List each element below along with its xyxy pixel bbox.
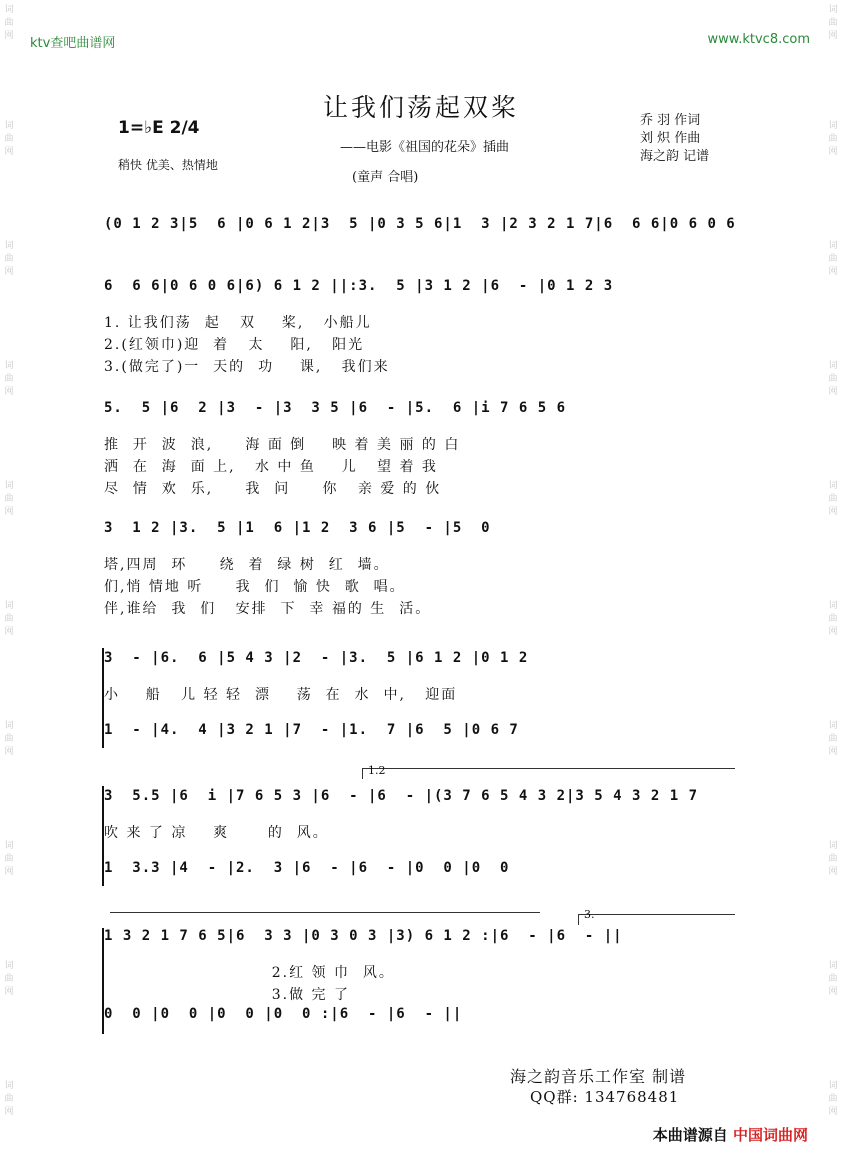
lyric-line: 3.做 完 了: [104, 987, 350, 1003]
watermark-right: 词曲网: [828, 121, 838, 157]
lyric-line: 伴,谁给 我 们 安排 下 幸 福的 生 活。: [104, 601, 432, 617]
watermark-left: 词曲网: [4, 601, 14, 637]
source-site-link[interactable]: 中国词曲网: [732, 1126, 808, 1144]
watermark-left: 词曲网: [4, 121, 14, 157]
lyric-line: 塔,四周 环 绕 着 绿 树 红 墙。: [104, 557, 390, 573]
watermark-right: 词曲网: [828, 721, 838, 757]
score-row: [104, 400, 740, 430]
site-name-left[interactable]: ktv查吧曲谱网: [30, 36, 116, 51]
transcriber-credit: 海之韵 记谱: [640, 149, 710, 164]
lyric-line: 吹 来 了 凉 爽 的 风。: [104, 825, 329, 841]
song-title: 让我们荡起双桨: [322, 93, 519, 122]
watermark-right: 词曲网: [828, 481, 838, 517]
note-line: 1 3 2 1 7 6 5|6 3 3 |0 3 0 3 |3) 6 1 2 :|6 - |6 - ||: [104, 928, 623, 944]
watermark-left: 词曲网: [4, 961, 14, 997]
watermark-right: 词曲网: [828, 841, 838, 877]
note-line: 0 0 |0 0 |0 0 |0 0 :|6 - |6 - ||: [104, 1006, 463, 1022]
system-bracket: [102, 786, 104, 886]
score-row: [104, 520, 740, 550]
qq-group: QQ群: 134768481: [530, 1088, 680, 1106]
watermark-left: 词曲网: [4, 841, 14, 877]
note-line: 3 - |6. 6 |5 4 3 |2 - |3. 5 |6 1 2 |0 1 2: [104, 650, 529, 666]
lyric-line: 尽 情 欢 乐, 我 问 你 亲 爱 的 伙: [104, 481, 442, 497]
watermark-right: 词曲网: [828, 361, 838, 397]
watermark-left: 词曲网: [4, 721, 14, 757]
note-line: 1 - |4. 4 |3 2 1 |7 - |1. 7 |6 5 |0 6 7: [104, 722, 519, 738]
watermark-right: 词曲网: [828, 1081, 838, 1117]
repeat-line: [110, 912, 540, 923]
note-line: 6 6 6|0 6 0 6|6) 6 1 2 ||:3. 5 |3 1 2 |6 - |0 1 2 3: [104, 278, 614, 294]
song-subtitle: ——电影《祖国的花朵》插曲: [340, 140, 510, 155]
studio-credit: 海之韵音乐工作室 制谱: [510, 1067, 687, 1086]
score-row: [104, 788, 740, 818]
watermark-right: 词曲网: [828, 5, 838, 41]
lyric-line: 洒 在 海 面 上, 水 中 鱼 儿 望 着 我: [104, 459, 438, 475]
lyric-line: 3.(做完了)一 天的 功 课, 我们来: [104, 359, 390, 375]
score-row: [104, 650, 740, 680]
source-prefix: 本曲谱源自: [652, 1126, 728, 1144]
score-row: [104, 860, 740, 890]
note-line: 1 3.3 |4 - |2. 3 |6 - |6 - |0 0 |0 0: [104, 860, 510, 876]
key-signature: 1=♭E 2/4: [118, 118, 200, 138]
watermark-left: 词曲网: [4, 241, 14, 277]
watermark-right: 词曲网: [828, 961, 838, 997]
voice-type: (童声 合唱): [352, 170, 419, 185]
score-row: [104, 216, 740, 246]
note-line: 5. 5 |6 2 |3 - |3 3 5 |6 - |5. 6 |i 7 6 5 6: [104, 400, 567, 416]
system-bracket: [102, 648, 104, 748]
score-row: [104, 278, 740, 308]
score-row: [104, 928, 740, 958]
note-line: (0 1 2 3|5 6 |0 6 1 2|3 5 |0 3 5 6|1 3 |2 3 2 1 7|6 6 6|0 6 0 6: [104, 216, 736, 232]
site-url-right[interactable]: www.ktvc8.com: [707, 32, 810, 47]
lyricist-credit: 乔 羽 作词: [640, 113, 701, 128]
source-notice: [653, 1124, 808, 1145]
note-line: 3 5.5 |6 i |7 6 5 3 |6 - |6 - |(3 7 6 5 4 3 2|3 5 4 3 2 1 7: [104, 788, 699, 804]
volta-label-3: 3.: [584, 908, 595, 921]
composer-credit: 刘 炽 作曲: [640, 131, 701, 146]
volta-bracket-3: [578, 914, 735, 925]
lyric-line: 推 开 波 浪, 海 面 倒 映 着 美 丽 的 白: [104, 437, 461, 453]
watermark-left: 词曲网: [4, 5, 14, 41]
note-line: 3 1 2 |3. 5 |1 6 |1 2 3 6 |5 - |5 0: [104, 520, 491, 536]
watermark-right: 词曲网: [828, 601, 838, 637]
watermark-left: 词曲网: [4, 1081, 14, 1117]
tempo-marking: 稍快 优美、热情地: [118, 158, 218, 172]
credits: [640, 112, 709, 166]
lyric-line: 们,悄 情地 听 我 们 愉 快 歌 唱。: [104, 579, 406, 595]
lyric-line: 1. 让我们荡 起 双 桨, 小船儿: [104, 315, 372, 331]
lyric-line: 小 船 儿 轻 轻 漂 荡 在 水 中, 迎面: [104, 687, 458, 703]
watermark-right: 词曲网: [828, 241, 838, 277]
score-row: [104, 1006, 740, 1036]
watermark-left: 词曲网: [4, 361, 14, 397]
score-row: [104, 722, 740, 752]
lyric-line: 2.(红领巾)迎 着 太 阳, 阳光: [104, 337, 365, 353]
lyric-line: 2.红 领 巾 风。: [104, 965, 395, 981]
volta-label-1-2: 1.2: [368, 764, 386, 777]
watermark-left: 词曲网: [4, 481, 14, 517]
system-bracket: [102, 928, 104, 1034]
volta-bracket-1-2: [362, 768, 735, 779]
